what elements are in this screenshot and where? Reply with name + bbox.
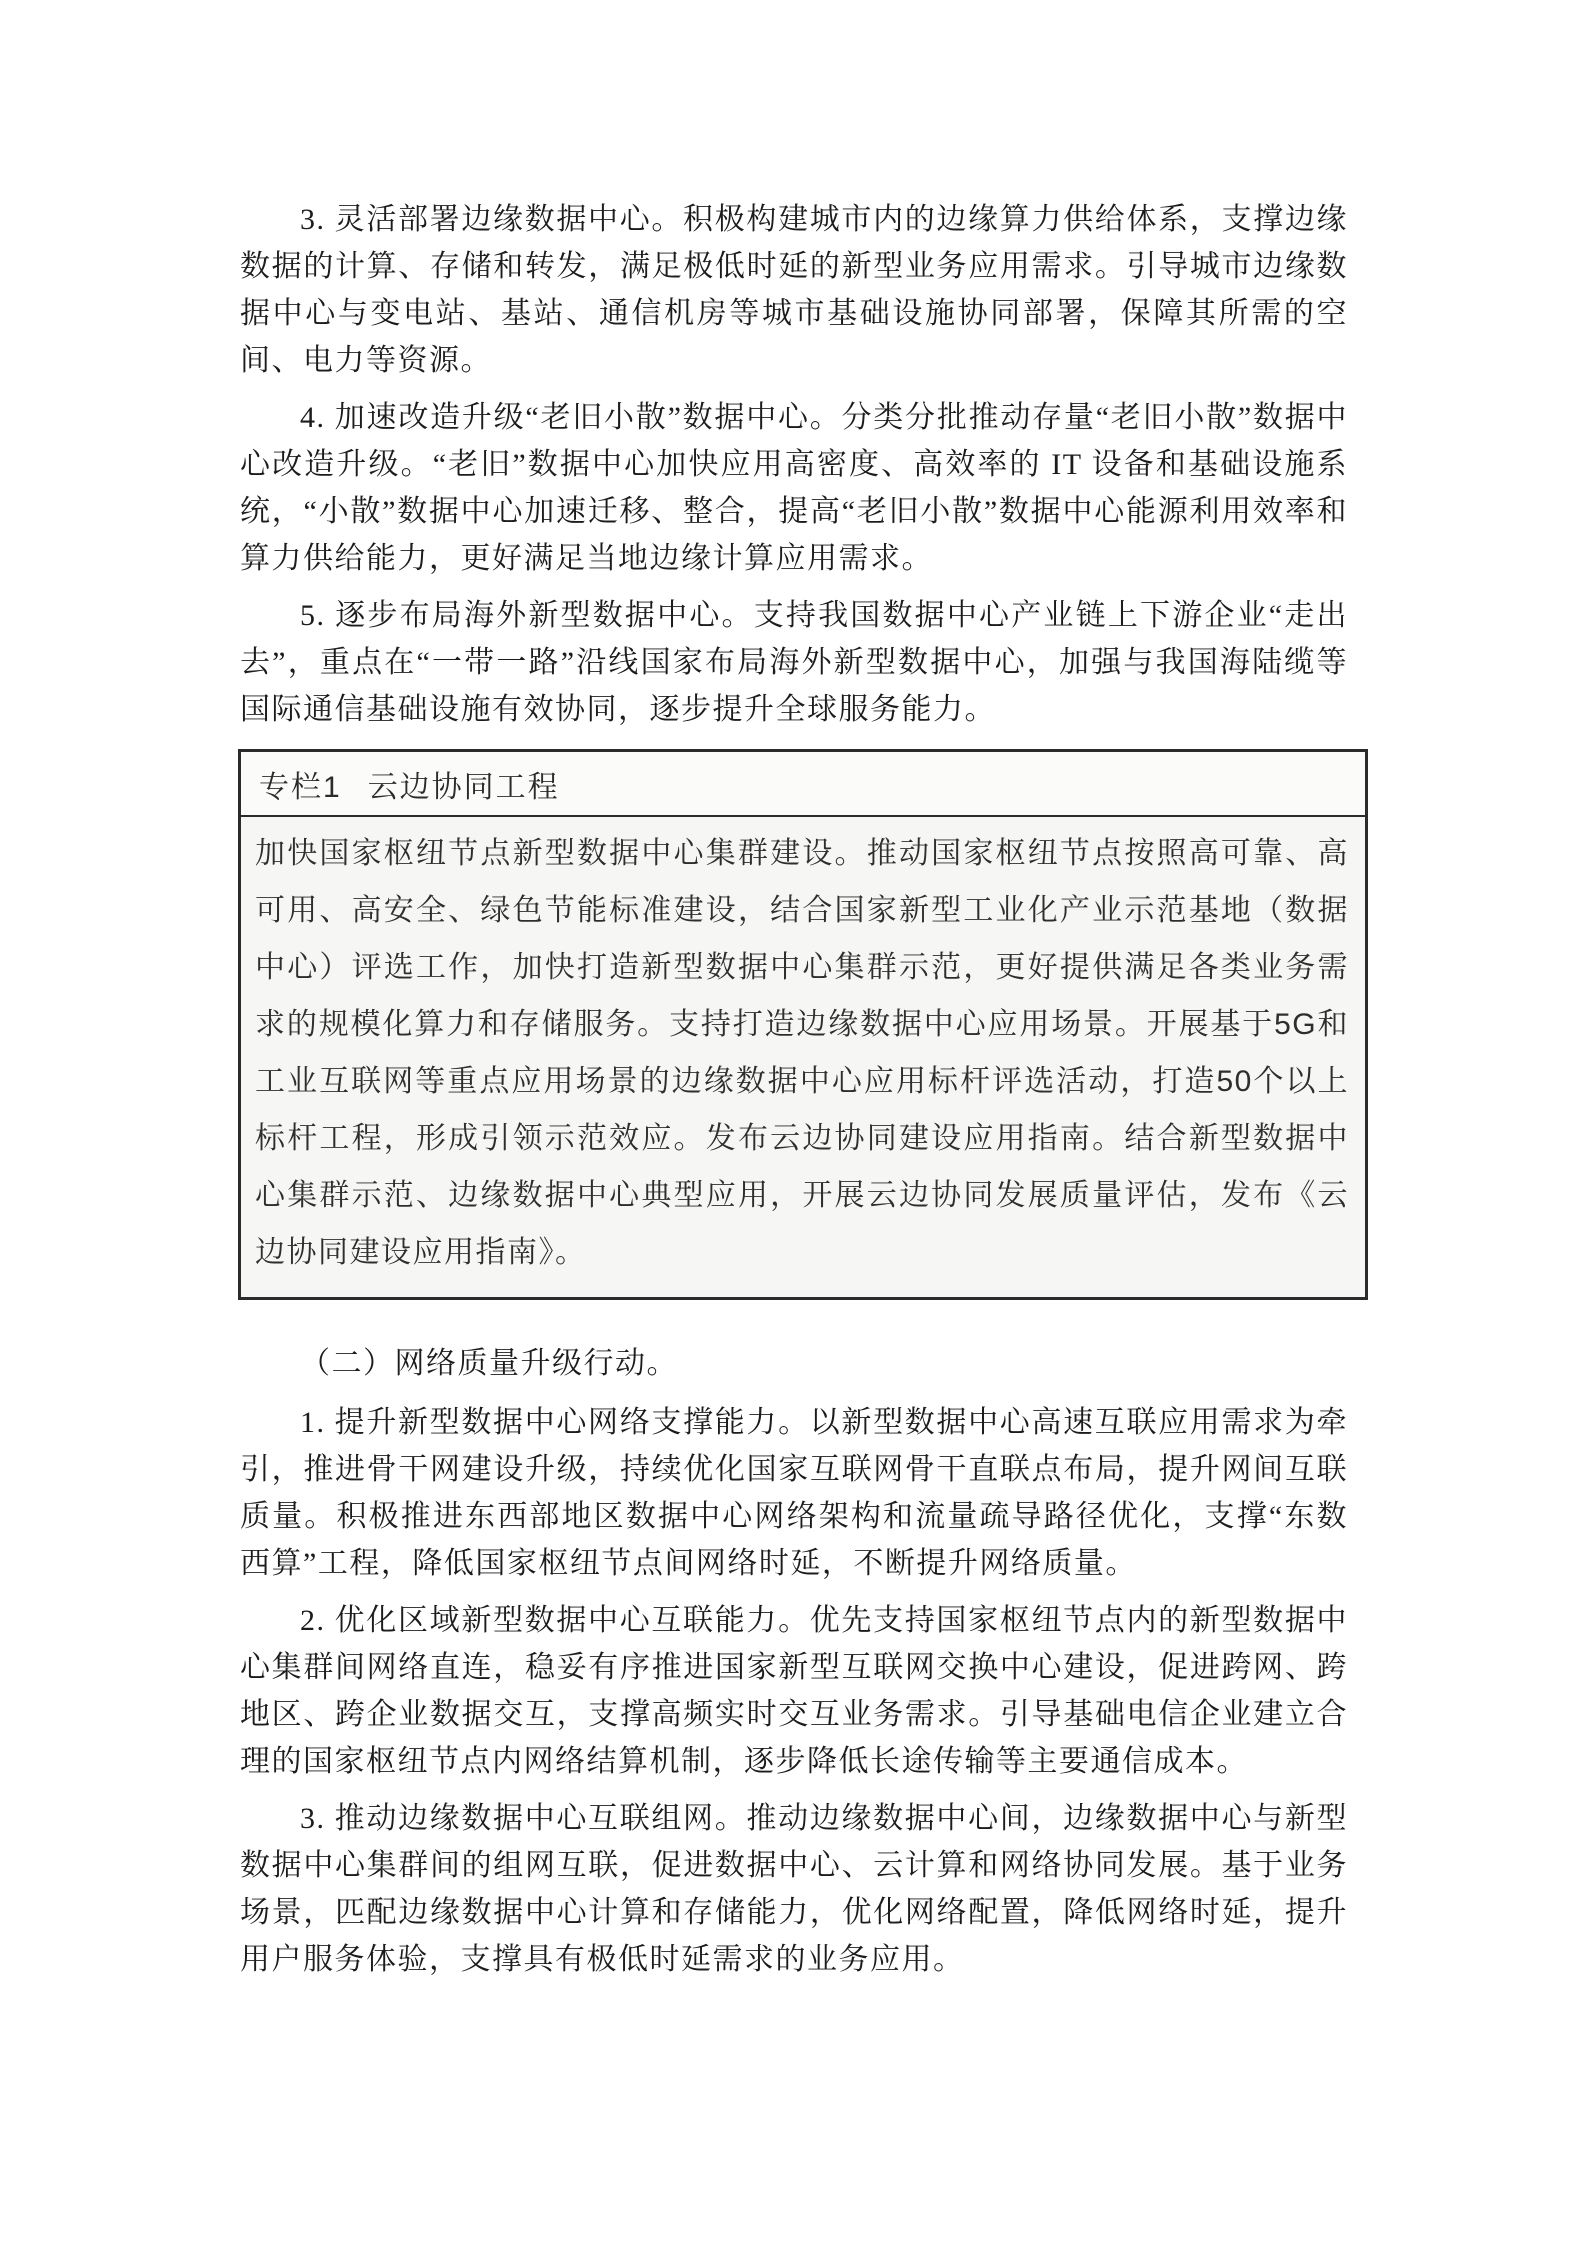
- callout-body-text: 加快国家枢纽节点新型数据中心集群建设。推动国家枢纽节点按照高可靠、高可用、高安全、绿色节能标准建设，结合国家新型工业化产业示范基地（数据中心）评选工作，加快打造新型数据中心集群示范，更好提供满足各类业务需求的规模化算力和存储服务。支持打造边缘数据中心应用场景。开展基于5G和工业互联网等重点应用场景的边缘数据中心应用标杆评选活动，打造50个以上标杆工程，形成引领示范效应。发布云边协同建设应用指南。结合新型数据中心集群示范、边缘数据中心典型应用，开展云边协同发展质量评估，发布《云边协同建设应用指南》。: [241, 817, 1365, 1297]
- callout-title: 云边协同工程: [367, 771, 560, 804]
- paragraph-network-support-capability: 1. 提升新型数据中心网络支撑能力。以新型数据中心高速互联应用需求为牵引，推进骨干网建设升级，持续优化国家互联网骨干直联点布局，提升网间互联质量。积极推进东西部地区数据中心网络架构和流量疏导路径优化，支撑“东数西算”工程，降低国家枢纽节点间网络时延，不断提升网络质量。: [240, 1406, 1348, 1580]
- paragraph-overseas-datacenters: 5. 逐步布局海外新型数据中心。支持我国数据中心产业链上下游企业“走出去”，重点在“一带一路”沿线国家布局海外新型数据中心，加强与我国海陆缆等国际通信基础设施有效协同，逐步提升全球服务能力。: [240, 599, 1348, 726]
- paragraph-edge-interconnect-networking: 3. 推动边缘数据中心互联组网。推动边缘数据中心间，边缘数据中心与新型数据中心集群间的组网互联，促进数据中心、云计算和网络协同发展。基于业务场景，匹配边缘数据中心计算和存储能力，优化网络配置，降低网络时延，提升用户服务体验，支撑具有极低时延需求的业务应用。: [240, 1802, 1348, 1976]
- paragraph-edge-datacenter-deploy: 3. 灵活部署边缘数据中心。积极构建城市内的边缘算力供给体系，支撑边缘数据的计算、存储和转发，满足极低时延的新型业务应用需求。引导城市边缘数据中心与变电站、基站、通信机房等城市基础设施协同部署，保障其所需的空间、电力等资源。: [240, 203, 1348, 377]
- paragraph-regional-interconnect: 2. 优化区域新型数据中心互联能力。优先支持国家枢纽节点内的新型数据中心集群间网络直连，稳妥有序推进国家新型互联网交换中心建设，促进跨网、跨地区、跨企业数据交互，支撑高频实时交互业务需求。引导基础电信企业建立合理的国家枢纽节点内网络结算机制，逐步降低长途传输等主要通信成本。: [240, 1604, 1348, 1778]
- callout-label: 专栏1: [259, 771, 342, 804]
- document-content: [240, 196, 1348, 1993]
- callout-box-column-1: [238, 749, 1368, 1300]
- section-heading-network-quality: （二）网络质量升级行动。: [300, 1347, 678, 1380]
- paragraph-upgrade-old-small-datacenters: 4. 加速改造升级“老旧小散”数据中心。分类分批推动存量“老旧小散”数据中心改造升级。“老旧”数据中心加快应用高密度、高效率的 IT 设备和基础设施系统，“小散”数据中心加速迁移、整合，提高“老旧小散”数据中心能源利用效率和算力供给能力，更好满足当地边缘计算应用需求。: [240, 401, 1348, 575]
- callout-header: [241, 752, 1365, 817]
